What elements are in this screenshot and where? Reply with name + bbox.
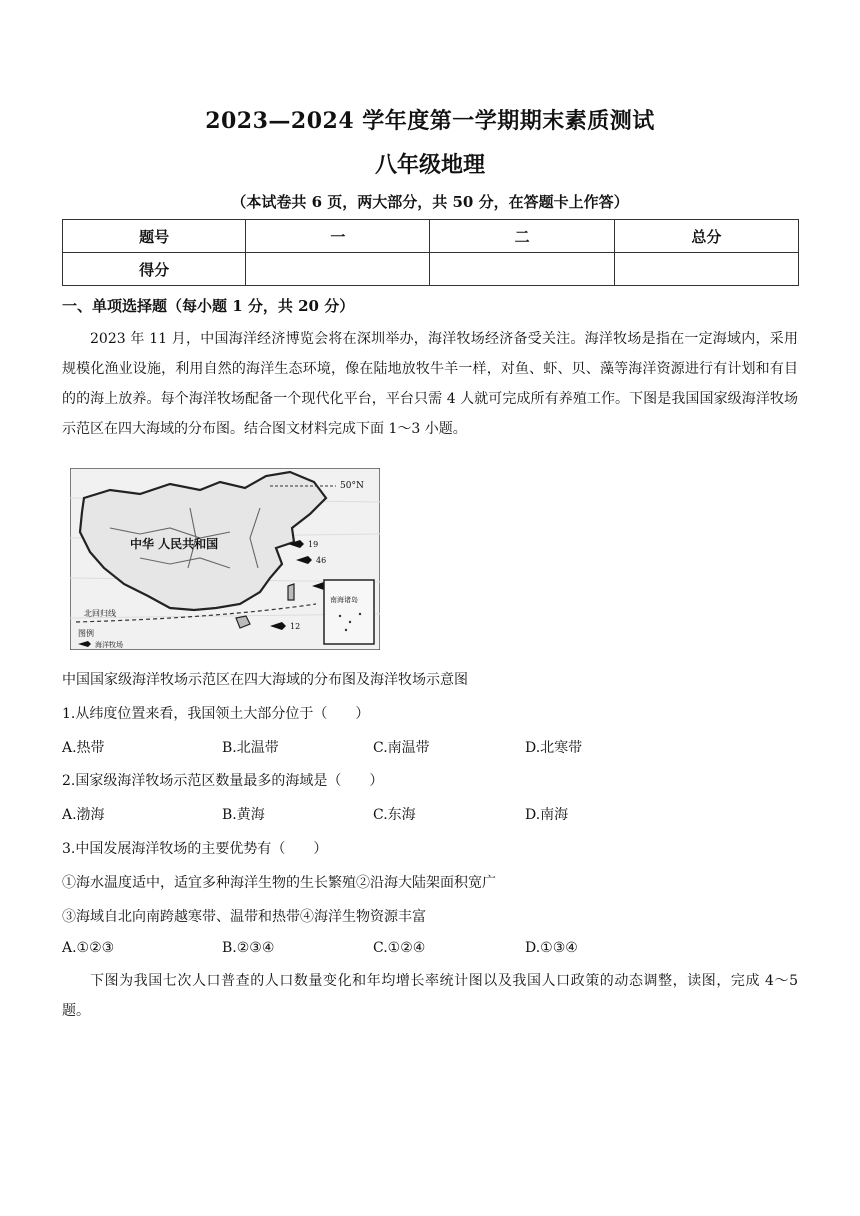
score-row-label: 得分 [63,253,246,286]
lat-50-label: 50°N [340,481,364,491]
option-d[interactable]: D.北寒带 [525,740,583,756]
south-china-sea-inset [324,580,374,644]
option-d[interactable]: D.①③④ [525,940,578,956]
option-b[interactable]: B.②③④ [222,940,275,956]
option-c[interactable]: C.南温带 [373,740,430,756]
option-d[interactable]: D.南海 [525,807,569,823]
exam-subject: 八年级地理 [374,152,485,178]
marine-ranch-count: 19 [308,540,319,549]
taiwan-island [288,584,294,600]
score-cell [430,253,614,286]
question-3-statement-1: ①海水温度适中，适宜多种海洋生物的生长繁殖②沿海大陆架面积宽广 [62,875,496,891]
marine-ranch-count: 12 [290,622,301,631]
score-header-cell: 二 [430,220,614,253]
option-a[interactable]: A.①②③ [62,940,115,956]
question-3-statement-2: ③海域自北向南跨越寒带、温带和热带④海洋生物资源丰富 [62,909,426,925]
exam-note: （本试卷共 6 页，两大部分，共 50 分，在答题卡上作答） [231,193,629,211]
intro-paragraph-2: 下图为我国七次人口普查的人口数量变化和年均增长率统计图以及我国人口政策的动态调整，读图，完成 4～5 题。 [62,973,798,1019]
option-b[interactable]: B.北温带 [222,740,279,756]
score-cell [614,253,798,286]
option-b[interactable]: B.黄海 [222,807,265,823]
option-a[interactable]: A.渤海 [62,807,105,823]
question-3-stem: 3.中国发展海洋牧场的主要优势有（ ） [62,841,328,857]
china-map-figure [70,468,380,650]
option-c[interactable]: C.东海 [373,807,416,823]
score-table-score-row [63,253,799,286]
legend-item-label: 海洋牧场 [95,641,123,649]
map-caption: 中国国家级海洋牧场示范区在四大海域的分布图及海洋牧场示意图 [62,672,468,688]
score-table [62,219,799,286]
option-c[interactable]: C.①②④ [373,940,426,956]
score-header-cell: 总分 [614,220,798,253]
inset-label: 南海诸岛 [330,596,358,604]
score-header-cell: 题号 [63,220,246,253]
option-a[interactable]: A.热带 [62,740,105,756]
section-heading: 一、单项选择题（每小题 1 分，共 20 分） [62,297,355,315]
exam-title: 2023—2024 学年度第一学期期末素质测试 [205,108,655,134]
score-header-cell: 一 [246,220,430,253]
legend-title: 图例 [78,629,94,638]
marine-ranch-count: 46 [316,556,327,565]
score-cell [246,253,430,286]
question-1-stem: 1.从纬度位置来看，我国领土大部分位于（ ） [62,706,370,722]
intro-paragraph: 2023 年 11 月，中国海洋经济博览会将在深圳举办，海洋牧场经济备受关注。海洋牧场是指在一定海域内，采用规模化渔业设施，利用自然的海洋生态环境，像在陆地放牧牛羊一样，对鱼、虾、贝、藻等海洋资源进行有计划和有目的的海上放养。每个海洋牧场配备一个现代化平台，平台只需 4 人就可完成所有养殖工作。下图是我国国家级海洋牧场示范区在四大海域的分布图。结合图文材料完成下面 1～3 小题。 [62,331,798,437]
tropic-label: 北回归线 [84,609,116,618]
map-country-label: 中华 人民共和国 [130,537,219,551]
score-table-header-row [63,220,799,253]
question-2-stem: 2.国家级海洋牧场示范区数量最多的海域是（ ） [62,773,384,789]
